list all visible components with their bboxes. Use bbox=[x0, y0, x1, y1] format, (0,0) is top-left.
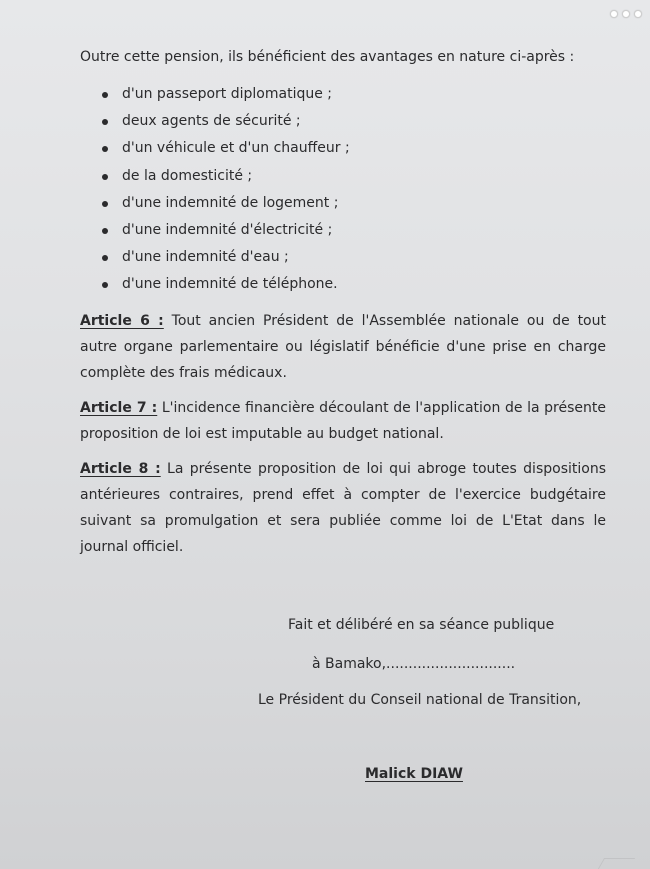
list-item-text: d'une indemnité de téléphone. bbox=[122, 276, 338, 293]
list-item-text: deux agents de sécurité ; bbox=[122, 113, 301, 130]
signatory-title: Le Président du Conseil national de Transition, bbox=[258, 692, 582, 708]
article-text: La présente proposition de loi qui abroge toutes dispositions antérieures contraires, prend effet à compter de l'exercice budgétaire suivant sa promulgation et sera publiée comme loi de L'Etat dans le journal officiel. bbox=[80, 460, 606, 555]
article-heading: Article 7 : bbox=[80, 399, 158, 416]
list-item-text: de la domesticité ; bbox=[122, 167, 253, 184]
closing-line: Fait et délibéré en sa séance publique bbox=[288, 617, 555, 633]
article-text: Tout ancien Président de l'Assemblée nationale ou de tout autre organe parlementaire ou législatif bénéficie d'une prise en charge complète des frais médicaux. bbox=[80, 312, 606, 381]
list-item-text: d'un passeport diplomatique ; bbox=[122, 86, 332, 102]
list-item-text: d'une indemnité d'eau ; bbox=[122, 249, 289, 266]
signatory-name: Malick DIAW bbox=[365, 766, 463, 782]
article-text: L'incidence financière découlant de l'application de la présente proposition de loi est imputable au budget national. bbox=[80, 399, 606, 442]
page-corner bbox=[598, 858, 635, 869]
list-item-text: d'une indemnité d'électricité ; bbox=[122, 221, 333, 238]
article-heading: Article 8 : bbox=[80, 460, 161, 477]
intro-paragraph: Outre cette pension, ils bénéficient des avantages en nature ci-après : bbox=[80, 49, 575, 65]
list-item-text: d'une indemnité de logement ; bbox=[122, 194, 339, 211]
article-heading: Article 6 : bbox=[80, 312, 164, 329]
list-item-text: d'un véhicule et d'un chauffeur ; bbox=[122, 140, 350, 157]
place-date-line: à Bamako,............................. bbox=[312, 656, 516, 672]
